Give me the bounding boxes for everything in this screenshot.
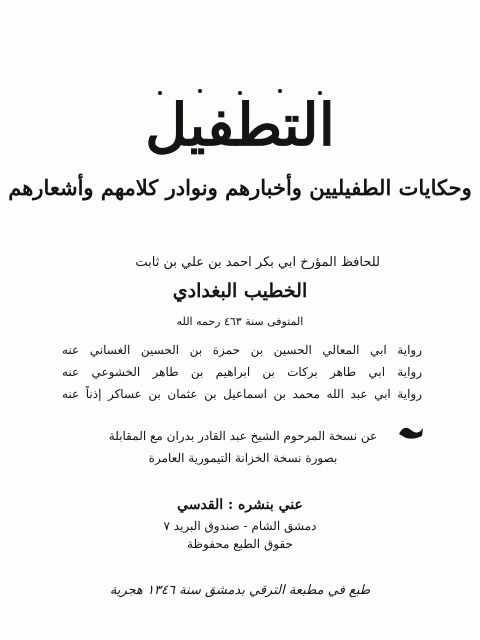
narration-line: رواية ابي المعالي الحسين بن حمزة بن الحسين الغساني عنه — [62, 343, 422, 357]
source-line: عن نسخة المرحوم الشيخ عبد القادر بدران مع المقابلة — [108, 429, 378, 443]
printing-info: طبع في مطبعة الترقي بدمشق سنة ١٣٤٦ هجرية — [109, 583, 371, 598]
narration-line: رواية ابي عبد الله محمد بن اسماعيل بن عثمان بن عساكر إذناً عنه — [62, 387, 422, 401]
source-line: بصورة نسخة الخزانة التيمورية العامرة — [148, 451, 338, 465]
ink-mark-icon — [396, 422, 426, 442]
publisher: عني بنشره : القدسي — [177, 497, 303, 513]
book-title: التطفيل — [145, 91, 335, 159]
book-subtitle: وحكايات الطفيليين وأخبارهم ونوادر كلامهم وأشعارهم — [8, 175, 472, 200]
rights-notice: حقوق الطبع محفوظة — [187, 537, 293, 551]
author-death-date: المتوفى سنة ٤٦٣ رحمه الله — [176, 315, 304, 328]
author-intro: للحافظ المؤرخ ابي بكر احمد بن علي بن ثابت — [135, 255, 380, 270]
author-name: الخطيب البغدادي — [172, 280, 308, 302]
publisher-address: دمشق الشام - صندوق البريد ٧ — [163, 519, 317, 533]
narration-line: رواية ابي طاهر بركات بن ابراهيم بن طاهر الخشوعي عنه — [62, 365, 422, 379]
